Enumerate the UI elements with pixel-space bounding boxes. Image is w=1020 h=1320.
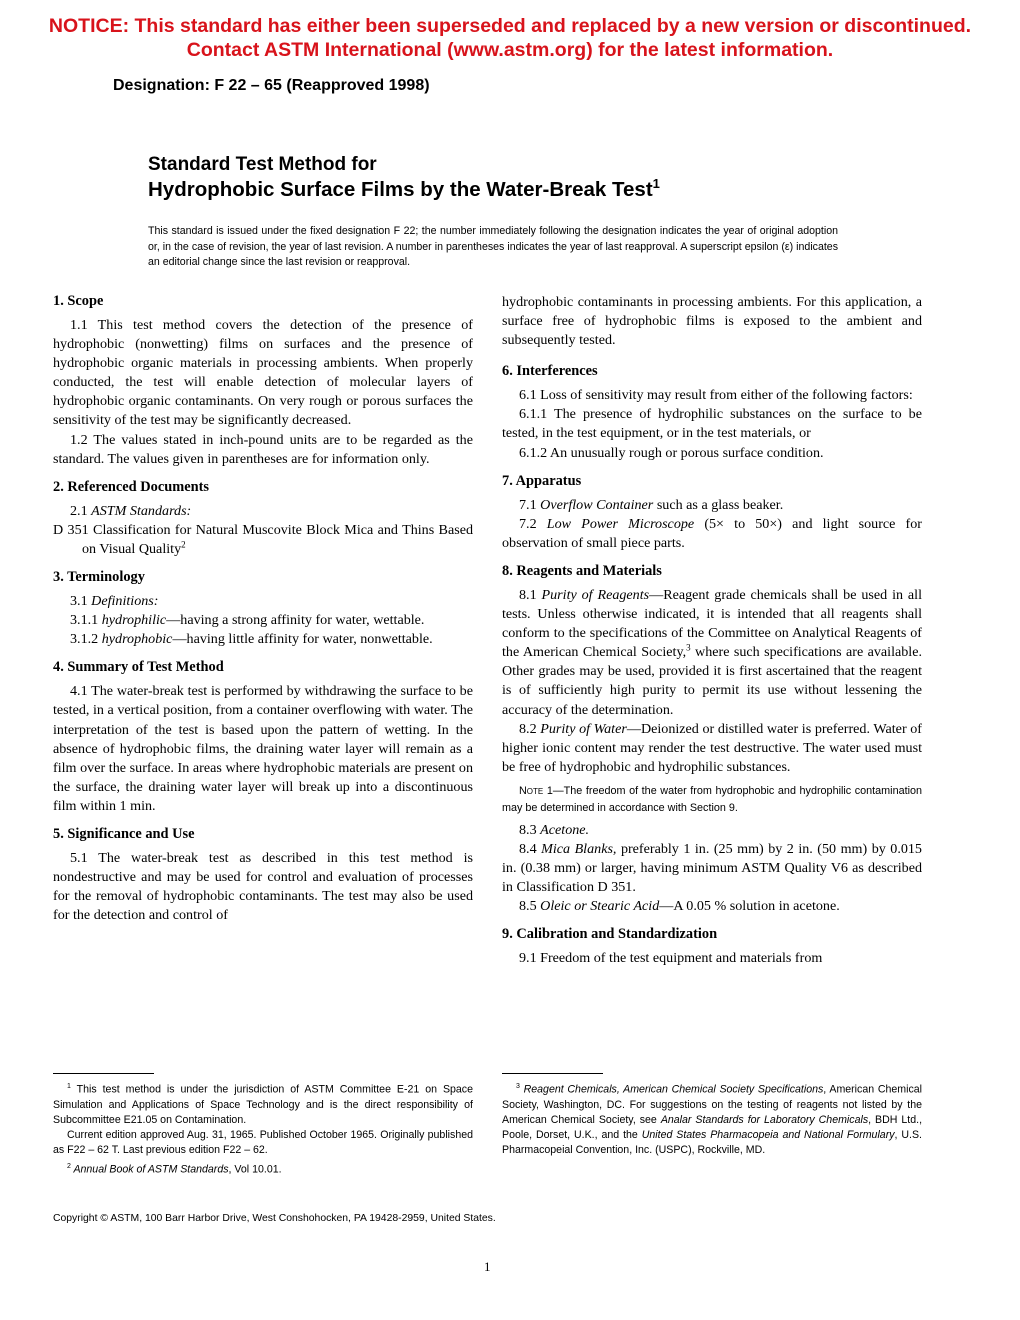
issuance-statement: This standard is issued under the fixed designation F 22; the number immediately following the designation indicates the year of original adoption or, in the case of revision, the year of last revision. A number in parentheses indicates the year of last reapproval. A superscript epsilon (ε) indicates an editorial change since the last revision or reapproval. [148, 225, 838, 268]
footnote-marker: 1 [67, 1083, 71, 1090]
para-number: 7.1 [519, 496, 537, 513]
footnote-ref: 2 [181, 539, 186, 550]
supersession-notice [0, 14, 1020, 62]
note-text: —The freedom of the water from hydrophobic and hydrophilic contamination may be determined in accordance with Section 9. [502, 784, 922, 814]
paragraph-8-4 [502, 840, 922, 897]
term-hydrophilic: hydrophilic [101, 612, 167, 629]
left-column [53, 292, 473, 925]
paragraph-7-2 [502, 515, 922, 553]
footnote-2 [53, 1159, 473, 1178]
footnote-ref: 3 [686, 642, 691, 653]
para-italic: Purity of Reagents [541, 586, 650, 603]
para-number: 8.2 [519, 720, 537, 737]
title-text: Hydrophobic Surface Films by the Water-Break Test [148, 177, 653, 201]
paragraph-1-2: 1.2 The values stated in inch-pound units are to be regarded as the standard. The values given in parentheses are for information only. [53, 431, 473, 467]
paragraph-8-2 [502, 720, 922, 777]
paragraph-6-1-2: 6.1.2 An unusually rough or porous surface condition. [519, 444, 824, 461]
right-column [502, 293, 922, 968]
footnote-italic: Analar Standards for Laboratory Chemicals [660, 1113, 869, 1126]
term-hydrophobic: hydrophobic [101, 631, 173, 648]
para-text: —A 0.05 % solution in acetone. [659, 898, 840, 915]
para-text: such as a glass beaker. [653, 496, 784, 513]
footnotes-left [53, 1079, 473, 1177]
designation: Designation: F 22 – 65 (Reapproved 1998) [113, 77, 430, 94]
note-label: Note 1 [519, 784, 553, 797]
section-heading-interferences: 6. Interferences [502, 363, 598, 380]
para-number: 8.1 [519, 586, 537, 603]
section-heading-terminology: 3. Terminology [53, 569, 145, 586]
notice-line-1: NOTICE: This standard has either been superseded and replaced by a new version or discontinued. [48, 15, 972, 37]
paragraph-2-1 [53, 502, 473, 521]
para-number: 8.3 [519, 821, 537, 838]
reference-d351 [53, 521, 473, 559]
para-italic: Purity of Water [540, 720, 627, 737]
paragraph-5-1-continued: hydrophobic contaminants in processing ambients. For this application, a surface free of hydrophobic films is exposed to the ambient and subsequently tested. [502, 294, 922, 349]
footnote-text: This test method is under the jurisdiction of ASTM Committee E-21 on Space Simulation and Applications of Space Technology and is the direct responsibility of Subcommittee E21.05 on Contamination. [53, 1083, 473, 1126]
section-heading-referenced-documents: 2. Referenced Documents [53, 478, 209, 495]
para-text: preferably 1 in. (25 mm) by 2 in. (50 mm) by 0.015 in. (0.38 mm) or larger, having minimum ASTM Quality V6 as described in Classification D 351. [502, 840, 922, 896]
paragraph-8-3 [502, 821, 922, 840]
footnote-rule-right [502, 1073, 603, 1074]
section-heading-calibration: 9. Calibration and Standardization [502, 926, 718, 943]
section-heading-reagents: 8. Reagents and Materials [502, 562, 662, 579]
footnote-rule-left [53, 1073, 154, 1074]
paragraph-4-1: 4.1 The water-break test is performed by withdrawing the surface to be tested, in a vertical position, from a container overflowing with water. The interpretation of the test is based upon the pattern of wetting. In the absence of hydrophobic films, the draining water layer will remain as a film over the surface. In areas where hydrophobic materials are present on the surface, the draining water layer will break up into a discontinuous film within 1 min. [53, 683, 473, 814]
reference-text: D 351 Classification for Natural Muscovite Block Mica and Thins Based on Visual Quality [53, 521, 473, 557]
para-italic: Oleic or Stearic Acid [540, 898, 660, 915]
paragraph-6-1: 6.1 Loss of sensitivity may result from either of the following factors: [519, 387, 913, 404]
para-text: (5× to 50×) and light source for observation of small piece parts. [502, 515, 922, 551]
footnotes-right [502, 1079, 922, 1159]
para-text: —Deionized or distilled water is preferred. Water of higher ionic content may render the test destructive. The water used must be free of hydrophobic and hydrophilic substances. [502, 720, 922, 775]
footnote-italic: United States Pharmacopeia and National Formulary [641, 1129, 895, 1142]
para-italic: Acetone. [540, 821, 590, 838]
para-number: 3.1.1 [70, 612, 99, 629]
para-italic: Overflow Container [540, 496, 654, 513]
section-heading-apparatus: 7. Apparatus [502, 472, 582, 489]
paragraph-3-1-1 [53, 611, 473, 630]
footnote-text: , BDH Ltd., Poole, Dorset, U.K., and the [502, 1113, 923, 1142]
para-number: 3.1 [70, 593, 88, 610]
footnote-1 [53, 1079, 473, 1128]
para-italic: Low Power Microscope [546, 515, 695, 532]
para-italic: ASTM Standards: [91, 502, 192, 519]
para-number: 8.5 [519, 898, 537, 915]
title-line-2 [148, 176, 660, 202]
notice-line-2: Contact ASTM International (www.astm.org) for the latest information. [186, 39, 834, 61]
page-number: 1 [484, 1259, 491, 1274]
definition-text: —having a strong affinity for water, wettable. [166, 612, 425, 629]
footnote-marker: 2 [67, 1162, 71, 1170]
footnote-text: , Vol 10.01. [228, 1163, 282, 1176]
section-heading-summary: 4. Summary of Test Method [53, 659, 224, 676]
para-italic: Definitions: [91, 593, 159, 610]
para-text: where such specifications are available. Other grades may be used, provided it is first ascertained that the reagent is of sufficiently high purity to permit its use without lessening the accuracy of the determination. [502, 644, 922, 718]
paragraph-3-1-2 [53, 630, 473, 649]
definition-text: —having little affinity for water, nonwettable. [172, 631, 433, 648]
paragraph-1-1: 1.1 This test method covers the detection of the presence of hydrophobic (nonwetting) films on surfaces and the presence of hydrophobic organic materials in processing ambients. When properly conducted, the test will enable detection of molecular layers of hydrophobic organic contaminants. On very rough or porous surfaces the sensitivity of the test may be significantly decreased. [53, 317, 473, 429]
paragraph-5-1: 5.1 The water-break test as described in this test method is nondestructive and may be used for control and evaluation of processes for the removal of hydrophobic contaminants. The test may also be used for the detection and control of [53, 849, 473, 924]
paragraph-8-5 [502, 897, 922, 916]
title-line-1: Standard Test Method for [148, 154, 377, 175]
para-number: 3.1.2 [70, 631, 99, 648]
footnote-italic: Reagent Chemicals, American Chemical Society Specifications [519, 1083, 824, 1096]
note-1 [502, 783, 922, 817]
paragraph-9-1: 9.1 Freedom of the test equipment and materials from [519, 950, 823, 967]
para-number: 8.4 [519, 840, 537, 857]
footnote-1-edition: Current edition approved Aug. 31, 1965. Published October 1965. Originally published as F22 – 62 T. Last previous edition F22 – 62. [53, 1129, 473, 1157]
title-footnote-ref: 1 [652, 176, 660, 191]
para-text: —Reagent grade chemicals shall be used in all tests. Unless otherwise indicated, it is intended that all reagents shall conform to the specifications of the Committee on Analytical Reagents of the American Chemical Society, [502, 586, 922, 661]
section-heading-significance: 5. Significance and Use [53, 825, 195, 842]
paragraph-3-1 [53, 592, 473, 611]
para-italic: Mica Blanks, [541, 840, 617, 857]
paragraph-6-1-1: 6.1.1 The presence of hydrophilic substances on the surface to be tested, in the test equipment, or in the test materials, or [502, 406, 922, 442]
section-heading-scope: 1. Scope [53, 293, 104, 309]
footnote-3 [502, 1079, 922, 1159]
footnote-text: , American Chemical Society, Washington, DC. For suggestions on the testing of reagents not listed by the American Chemical Society, see [502, 1083, 922, 1126]
footnote-text: , U.S. Pharmacopeial Convention, Inc. (USPC), Rockville, MD. [502, 1129, 922, 1157]
para-number: 7.2 [519, 515, 537, 532]
paragraph-7-1 [502, 496, 922, 515]
footnote-italic: Annual Book of ASTM Standards [70, 1163, 229, 1176]
copyright: Copyright © ASTM, 100 Barr Harbor Drive, West Conshohocken, PA 19428-2959, United States. [53, 1213, 496, 1224]
para-number: 2.1 [70, 502, 88, 519]
footnote-marker: 3 [516, 1083, 520, 1090]
paragraph-8-1 [502, 586, 922, 720]
